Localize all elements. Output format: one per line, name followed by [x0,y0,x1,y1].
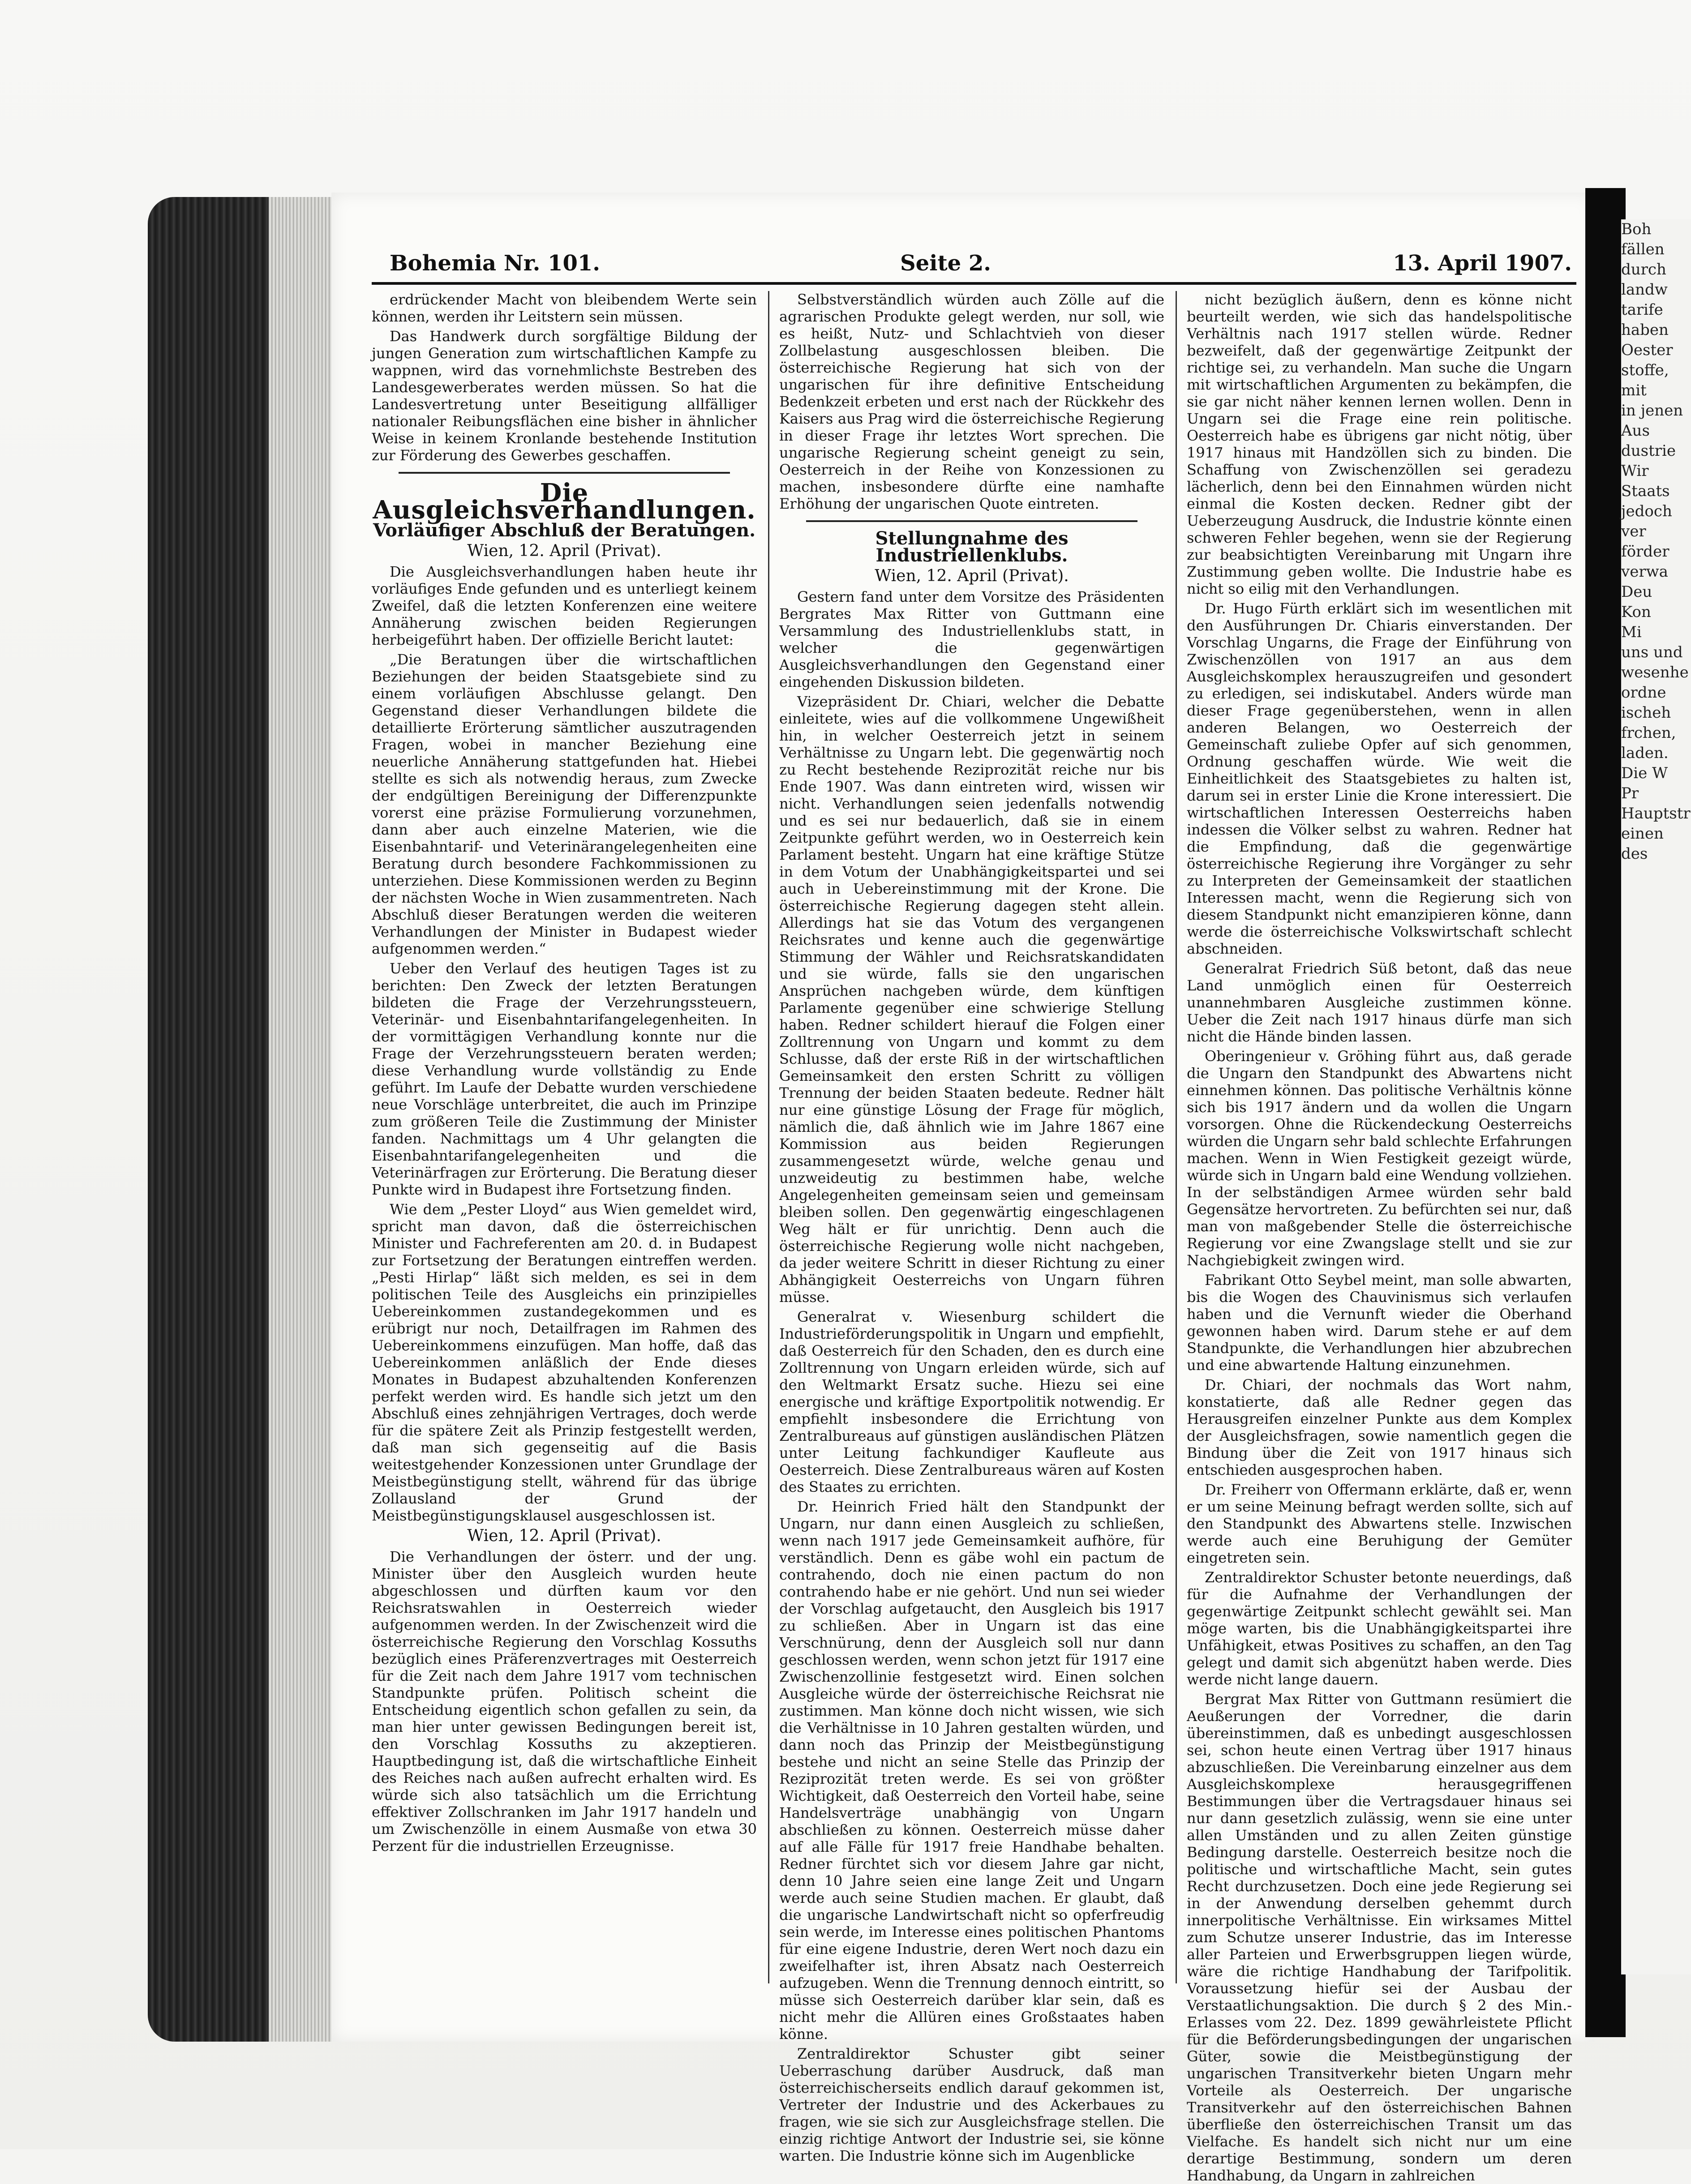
adjacent-text-fragment: Boh [1621,220,1652,238]
article-paragraph: Ueber den Verlauf des heutigen Tages ist zu berichten: Den Zweck der letzten Beratungen bildeten die Frage der Verzehrungssteuern, Veterinär- und Eisenbahntarifangelegenheiten. In der vormittägigen Verhandlung konnte nur die Frage der Verzehrungssteuern beraten werden; diese Verhandlung wurde vollständig zu Ende geführt. Im Laufe der Debatte wurden verschiedene neue Vorschläge unterbreitet, die auch im Prinzipe zum größeren Teile die Zustimmung der Minister fanden. Nachmittags um 4 Uhr gelangten die Eisenbahntarifangelegenheiten und die Veterinärfragen zur Erörterung. Die Beratung dieser Punkte wird in Budapest ihre Fortsetzung finden. [372,960,757,1198]
column-2 [779,291,1164,2164]
adjacent-text-fragment: Hauptstr [1621,805,1691,822]
dateline: Wien, 12. April (Privat). [467,1527,661,1545]
adjacent-text-fragment: durch [1621,261,1666,278]
article-paragraph: Generalrat v. Wiesenburg schildert die Industrieförderungspolitik in Ungarn und empfiehlt, daß Oesterreich für den Schaden, den es durch eine Zolltrennung von Ungarn erleiden würde, sich auf den Weltmarkt Ersatz suche. Hiezu sei eine energische und kräftige Exportpolitik notwendig. Er empfiehlt insbesondere die Errichtung von Zentralbureaus auf günstigen ausländischen Plätzen unter Leitung fachkundiger Kaufleute aus Oesterreich. Diese Zentralbureaus wären auf Kosten des Staates zu errichten. [779,1308,1164,1495]
issue-date: 13. April 1907. [1393,251,1572,276]
adjacent-page-fragment [1621,219,1691,1974]
article-separator [806,520,1137,522]
article-headline: Die Ausgleichsverhandlungen. [373,478,756,525]
adjacent-text-fragment: Staats [1621,482,1670,500]
article-paragraph: Fabrikant Otto Seybel meint, man solle abwarten, bis die Wogen des Chauvinismus sich verlaufen haben und die Vernunft wieder die Oberhand gewonnen haben wird. Darum stehe er auf dem Standpunkte, die Verhandlungen hier abzubrechen und eine abwartende Haltung einzunehmen. [1187,1272,1572,1374]
adjacent-text-fragment: ordne [1621,684,1666,702]
adjacent-text-fragment: jedoch [1621,502,1672,520]
adjacent-text-fragment: Die W [1621,764,1668,782]
column-rule [1176,291,1177,1983]
adjacent-text-fragment: wesenhe [1621,664,1689,681]
adjacent-text-fragment: tarife [1621,301,1663,319]
page-gutter [1585,188,1626,2037]
page-edges [269,197,331,2042]
adjacent-text-fragment: verwa [1621,563,1668,581]
article-paragraph: Zentraldirektor Schuster gibt seiner Ueberraschung darüber Ausdruck, daß man österreichischerseits endlich darauf gekommen ist, Vertreter der Industrie und des Ackerbaues zu fragen, wie sie sich zur Ausgleichsfrage stellen. Die einzig richtige Antwort der Industrie sei, sie könne warten. Die Industrie könne sich im Augenblicke [779,2045,1164,2164]
article-paragraph: „Die Beratungen über die wirtschaftlichen Beziehungen der beiden Staatsgebiete sind zu einem vorläufigen Abschlusse gelangt. Den Gegenstand dieser Verhandlungen bildete die detaillierte Erörterung sämtlicher auszutragenden Fragen, wobei in mancher Beziehung eine neuerliche Annäherung stattgefunden hat. Hiebei stellte es sich als notwendig heraus, zum Zwecke der endgültigen Bereinigung der Differenzpunkte vorerst eine präzise Formulierung vorzunehmen, dann aber auch einzelne Materien, wie die Eisenbahntarif- und Veterinärangelegenheiten eine Beratung durch besondere Fachkommissionen zu unterziehen. Diese Kommissionen werden zu Beginn der nächsten Woche in Wien zusammentreten. Nach Abschluß dieser Beratungen werden die weiteren Verhandlungen der Minister in Budapest wieder aufgenommen werden.“ [372,651,757,957]
adjacent-text-fragment: frchen, [1621,724,1676,742]
adjacent-text-fragment: stoffe, [1621,361,1669,379]
article-headline: Stellungnahme des Industriellenklubs. [875,528,1069,566]
adjacent-text-fragment: mit [1621,381,1647,399]
article-paragraph: Die Ausgleichsverhandlungen haben heute ihr vorläufiges Ende gefunden und es unterliegt keinem Zweifel, daß die letzten Konferenzen eine weitere Annäherung zwischen beiden Regierungen herbeigeführt haben. Der offizielle Bericht lautet: [372,563,757,648]
adjacent-text-fragment: landw [1621,281,1668,299]
column-rule [768,291,769,1983]
adjacent-text-fragment: haben [1621,321,1669,339]
page-number: Seite 2. [900,251,991,276]
article-paragraph: Generalrat Friedrich Süß betont, daß das neue Land unmöglich einen für Oesterreich unannehmbaren Ausgleiche zustimmen könne. Ueber die Zeit nach 1917 hinaus dürfe man sich nicht die Hände binden lassen. [1187,960,1572,1045]
article-paragraph: Wie dem „Pester Lloyd“ aus Wien gemeldet wird, spricht man davon, daß die österreichischen Minister und Fachreferenten am 20. d. in Budapest zur Fortsetzung der Beratungen eintreffen werden. „Pesti Hirlap“ läßt sich melden, es sei in dem politischen Teile des Ausgleichs ein prinzipielles Uebereinkommen zustandegekommen und es erübrigt nur noch, Detailfragen im Rahmen des Uebereinkommens einzufügen. Man hoffe, daß das Uebereinkommen anläßlich der Ende dieses Monates in Budapest abzuhaltenden Konferenzen perfekt werden wird. Es handle sich jetzt um den Abschluß eines zehnjährigen Vertrages, doch werde für die spätere Zeit als Prinzip festgestellt werden, daß man sich gegenseitig auf die Basis weitestgehender Konzessionen unter Grundlage der Meistbegünstigung stellt, während für das übrige Zollausland der Grund der Meistbegünstigungsklausel ausgeschlossen ist. [372,1201,757,1524]
adjacent-text-fragment: förder [1621,543,1670,561]
adjacent-text-fragment: laden. [1621,744,1669,762]
article-paragraph: Dr. Heinrich Fried hält den Standpunkt der Ungarn, nur dann einen Ausgleich zu schließen, wenn nach 1917 jede Gemeinsamkeit aufhöre, für verständlich. Denn es gäbe wohl ein pactum de contrahendo, doch nie einen pactum do non contrahendo habe er nie gehört. Und nun sei wieder der Vorschlag aufgetaucht, den Ausgleich bis 1917 zu schließen. Aber in Ungarn ist das eine Verschnürung, denn der Ausgleich soll nur dann geschlossen werden, wenn schon jetzt für 1917 eine Zwischenzollinie festgesetzt wird. Einen solchen Ausgleiche würde der österreichische Reichsrat nie zustimmen. Man könne doch nicht wissen, wie sich die Verhältnisse in 10 Jahren gestalten würden, und dann noch das Prinzip der Meistbegünstigung bestehe und nicht an seine Stelle das Prinzip der Reziprozität treten werde. Es sei von größter Wichtigkeit, daß Oesterreich den Vorteil habe, seine Handelsverträge unabhängig von Ungarn abschließen zu können. Oesterreich müsse daher auf alle Fälle für 1917 freie Handhabe behalten. Redner fürchtet sich vor diesem Jahre gar nicht, denn 10 Jahre seien eine lange Zeit und Ungarn werde auch seine Studien machen. Er glaubt, daß die ungarische Landwirtschaft nicht so opferfreudig sein werde, im Interesse eines politischen Phantoms für eine eigene Industrie, deren Wert noch dazu ein zweifelhafter ist, ihren Absatz nach Oesterreich aufzugeben. Wenn die Trennung dennoch eintritt, so müsse sich Oesterreich darüber klar sein, daß es nicht mehr die Allüren eines Großstaates haben könne. [779,1498,1164,2043]
article-separator [399,472,730,474]
dateline: Wien, 12. April (Privat). [875,567,1069,585]
adjacent-text-fragment: ver [1621,522,1646,540]
adjacent-text-fragment: Deu [1621,583,1652,601]
article-subheading: Vorläufiger Abschluß der Beratungen. [373,520,756,541]
article-paragraph: Dr. Hugo Fürth erklärt sich im wesentlichen mit den Ausführungen Dr. Chiaris einverstanden. Der Vorschlag Ungarns, die Frage der Einführung von Zwischenzöllen von 1917 an aus dem Ausgleichskomplex herauszugreifen und gesondert zu erledigen, sei indiskutabel. Anders würde man dieser Frage gegenüberstehen, wenn in allen anderen Belangen, wo Oesterreich der Gemeinschaft zuliebe Opfer auf sich genommen, Ordnung geschaffen würde. Wie weit die Einheitlichkeit des Staatsgebietes zu halten ist, darum sei in erster Linie die Krone interessiert. Die wirtschaftlichen Interessen Oesterreichs haben indessen die Völker selbst zu wahren. Redner hat die Empfindung, daß die gegenwärtige österreichische Regierung ihre Vorgänger zu sehr zu Interpreten der Gemeinsamkeit der staatlichen Interessen macht, wenn die Regierung sich von diesem Standpunkt nicht emanzipieren könne, dann werde die österreichische Volkswirtschaft schlecht abschneiden. [1187,600,1572,957]
article-paragraph: Gestern fand unter dem Vorsitze des Präsidenten Bergrates Max Ritter von Guttmann eine Versammlung des Industriellenklubs statt, in welcher die gegenwärtigen Ausgleichsverhandlungen den Gegenstand einer eingehenden Diskussion bildeten. [779,588,1164,690]
col1-intro-paragraph: Das Handwerk durch sorgfältige Bildung der jungen Generation zum wirtschaftlichen Kampfe zu wappnen, wird das vornehmlichste Bestreben des Landesgewerberates werden müssen. So hat die Landesvertretung unter Beseitigung allfälliger nationaler Reibungsflächen eine bisher in ähnlicher Weise in keinem Kronlande bestehende Institution zur Förderung des Gewerbes geschaffen. [372,328,757,464]
adjacent-text-fragment: fällen [1621,240,1665,258]
adjacent-text-fragment: einen [1621,825,1664,843]
article-paragraph: Dr. Chiari, der nochmals das Wort nahm, konstatierte, daß alle Redner gegen das Herausgreifen einzelner Punkte aus dem Komplex der Ausgleichsfragen, sowie namentlich gegen die Bindung über die Zeit von 1917 hinaus sich entschieden ausgesprochen haben. [1187,1376,1572,1478]
article-paragraph: Vizepräsident Dr. Chiari, welcher die Debatte einleitete, wies auf die vollkommene Ungewißheit hin, in welcher Oesterreich jetzt in seinem Verhältnisse zu Ungarn lebt. Die gegenwärtig noch zu Recht bestehende Reziprozität reiche nur bis Ende 1907. Was dann eintreten wird, wissen wir nicht. Verhandlungen seien jedenfalls notwendig und es sei nur bedauerlich, daß sie in einem Zeitpunkte geführt werden, wo in Oesterreich kein Parlament besteht. Ungarn hat eine kräftige Stütze in dem Votum der Unabhängigkeitspartei und sei auch in Uebereinstimmung mit der Krone. Die österreichische Regierung dagegen steht allein. Allerdings hat sie das Votum des vergangenen Reichsrates und kenne auch die gegenwärtige Stimmung der Wähler und Reichsratskandidaten und sie würde, falls sie den ungarischen Ansprüchen nachgeben würde, dem künftigen Parlamente gegenüber eine schwierige Stellung haben. Redner schildert hierauf die Folgen einer Zolltrennung von Ungarn und kommt zu dem Schlusse, daß der erste Riß in der wirtschaftlichen Gemeinsamkeit den ersten Schritt zu völligen Trennung der beiden Staaten bedeute. Redner hält nur eine günstige Lösung der Frage für möglich, nämlich die, daß ähnlich wie im Jahre 1867 eine Kommission aus beiden Regierungen zusammengesetzt würde, welche genau und unzweideutig zu bestimmen habe, welche Angelegenheiten gemeinsam seien und gemeinsam bleiben sollen. Den gegenwärtig eingeschlagenen Weg hält er für unrichtig. Denn auch die österreichische Regierung wolle nicht nachgeben, da jeder weitere Schritt in dieser Richtung zu einer Abhängigkeit Oesterreichs von Ungarn führen müsse. [779,693,1164,1306]
adjacent-text-fragment: Mi [1621,623,1642,641]
column-3 [1187,291,1572,2184]
article-paragraph: Oberingenieur v. Gröhing führt aus, daß gerade die Ungarn den Standpunkt des Abwartens nicht einnehmen können. Das politische Verhältnis könne sich bis 1917 ändern und da wollen die Ungarn vorsorgen. Ohne die Rückendeckung Oesterreichs würden die Ungarn sehr bald schlechte Erfahrungen machen. Wenn in Wien Festigkeit gezeigt würde, würde sich in Ungarn bald eine Wendung vollziehen. In der selbständigen Armee würden sehr bald Gegensätze hervortreten. Zu befürchten sei nur, daß man von maßgebender Stelle die österreichische Regierung vor eine Zwangslage stellt und sie zur Nachgiebigkeit zwingen wird. [1187,1048,1572,1269]
adjacent-text-fragment: Kon [1621,603,1651,621]
masthead: Bohemia Nr. 101. [390,251,600,276]
article-paragraph: Die Verhandlungen der österr. und der ung. Minister über den Ausgleich wurden heute abgeschlossen und dürften kaum vor den Reichsratswahlen in Oesterreich wieder aufgenommen werden. In der Zwischenzeit wird die österreichische Regierung den Vorschlag Kossuths bezüglich eines Präferenzvertrages mit Oesterreich für die Zeit nach dem Jahre 1917 vom technischen Standpunkte prüfen. Politisch scheint die Entscheidung eigentlich schon gefallen zu sein, da man hier unter gewissen Bedingungen bereit ist, den Vorschlag Kossuths zu akzeptieren. Hauptbedingung ist, daß die wirtschaftliche Einheit des Reiches nach außen aufrecht erhalten wird. Es würde sich also tatsächlich um die Errichtung effektiver Zollschranken im Jahr 1917 handeln und um Zwischenzölle in einem Ausmaße von etwa 30 Perzent für die industriellen Erzeugnisse. [372,1548,757,1854]
newspaper-page [331,193,1594,2184]
adjacent-text-fragment: Oester [1621,341,1673,359]
article-paragraph: Dr. Freiherr von Offermann erklärte, daß er, wenn er um seine Meinung befragt werden sollte, sich auf den Standpunkt des Abwartens stelle. Inzwischen werde auch eine Beruhigung der Gemüter eingetreten sein. [1187,1481,1572,1566]
adjacent-text-fragment: uns und [1621,643,1683,661]
adjacent-text-fragment: ischeh [1621,704,1671,722]
article-paragraph: Bergrat Max Ritter von Guttmann resümiert die Aeußerungen der Vorredner, die darin übereinstimmen, daß es unbedingt ausgeschlossen sei, schon heute einen Vertrag über 1917 hinaus abzuschließen. Die Vereinbarung einzelner aus dem Ausgleichskomplexe herausgegriffenen Bestimmungen über die Vertragsdauer hinaus sei nur dann gesetzlich zulässig, wenn sie eine unter allen Umständen und zu allen Zeiten günstige Bedingung darstelle. Oesterreich besitze noch die politische und wirtschaftliche Macht, sein gutes Recht durchzusetzen. Doch eine jede Regierung sei in der Anwendung derselben gehemmt durch innerpolitische Verhältnisse. Ein wirksames Mittel zum Schutze unserer Industrie, das im Interesse aller Parteien und Erwerbsgruppen liegen würde, wäre die richtige Handhabung der Tarifpolitik. Voraussetzung hiefür sei der Ausbau der Verstaatlichungsaktion. Die durch § 2 des Min.-Erlasses vom 22. Dez. 1899 gewährleistete Pflicht für die Beförderungsbedingungen der ungarischen Güter, sowie die Meistbegünstigung der ungarischen Transitverkehr bieten Ungarn mehr Vorteile als Oesterreich. Der ungarische Transitverkehr auf den österreichischen Bahnen überfließe den österreichischen Transit um das Vielfache. Es handelt sich nicht nur um eine derartige Bestimmung, sondern um deren Handhabung, da Ungarn in zahlreichen [1187,1691,1572,2184]
col2-intro-paragraph: Selbstverständlich würden auch Zölle auf die agrarischen Produkte gelegt werden, nur soll, wie es heißt, Nutz- und Schlachtvieh von dieser Zollbelastung ausgeschlossen bleiben. Die österreichische Regierung hat sich von der ungarischen für ihre definitive Entscheidung Bedenkzeit erbeten und erst nach der Rückkehr des Kaisers aus Prag wird die österreichische Regierung in dieser Frage ihr letztes Wort sprechen. Die ungarische Regierung scheint geneigt zu sein, Oesterreich in der Reihe von Konzessionen zu machen, insbesondere dürfte eine namhafte Erhöhung der ungarischen Quote eintreten. [779,291,1164,512]
article-paragraph: nicht bezüglich äußern, denn es könne nicht beurteilt werden, wie sich das handelspolitische Verhältnis nach 1917 stellen würde. Redner bezweifelt, daß der gegenwärtige Zeitpunkt der richtige sei, zu verhandeln. Man suche die Ungarn mit wirtschaftlichen Argumenten zu bekämpfen, die sie gar nicht näher kennen lernen wollen. Denn in Ungarn sei die Frage eine rein politische. Oesterreich habe es übrigens gar nicht nötig, über 1917 hinaus mit Handzöllen sich zu binden. Die Schaffung von Zwischenzöllen sei geradezu lächerlich, denn bei den Einnahmen würden nicht einmal die Kosten decken. Redner gibt der Ueberzeugung Ausdruck, die Industrie könnte einen schweren Fehler begehen, wenn sie der Regierung zur beabsichtigten Vereinbarung mit Ungarn ihre Zustimmung geben wollte. Die Industrie habe es nicht so eilig mit den Verhandlungen. [1187,291,1572,597]
adjacent-text-fragment: des [1621,845,1648,863]
column-1 [372,291,757,1983]
col1-intro-paragraph: erdrückender Macht von bleibendem Werte sein können, werden ihr Leitstern sein müssen. [372,291,757,325]
adjacent-text-fragment: Wir [1621,462,1649,480]
adjacent-text-fragment: dustrie [1621,442,1676,460]
adjacent-text-fragment: Pr [1621,784,1639,802]
page-header [363,251,1572,282]
article-paragraph: Zentraldirektor Schuster betonte neuerdings, daß für die Aufnahme der Verhandlungen der gegenwärtige Zeitpunkt schlecht gewählt sei. Man möge warten, bis die Unabhängigkeitspartei ihre Unfähigkeit, etwas Positives zu schaffen, an den Tag gelegt und damit sich abgenützt haben werde. Dies werde nicht lange dauern. [1187,1569,1572,1688]
header-rule [372,282,1576,285]
adjacent-text-fragment: in jenen [1621,402,1683,420]
dateline: Wien, 12. April (Privat). [467,542,661,560]
adjacent-text-fragment: Aus [1621,422,1650,440]
